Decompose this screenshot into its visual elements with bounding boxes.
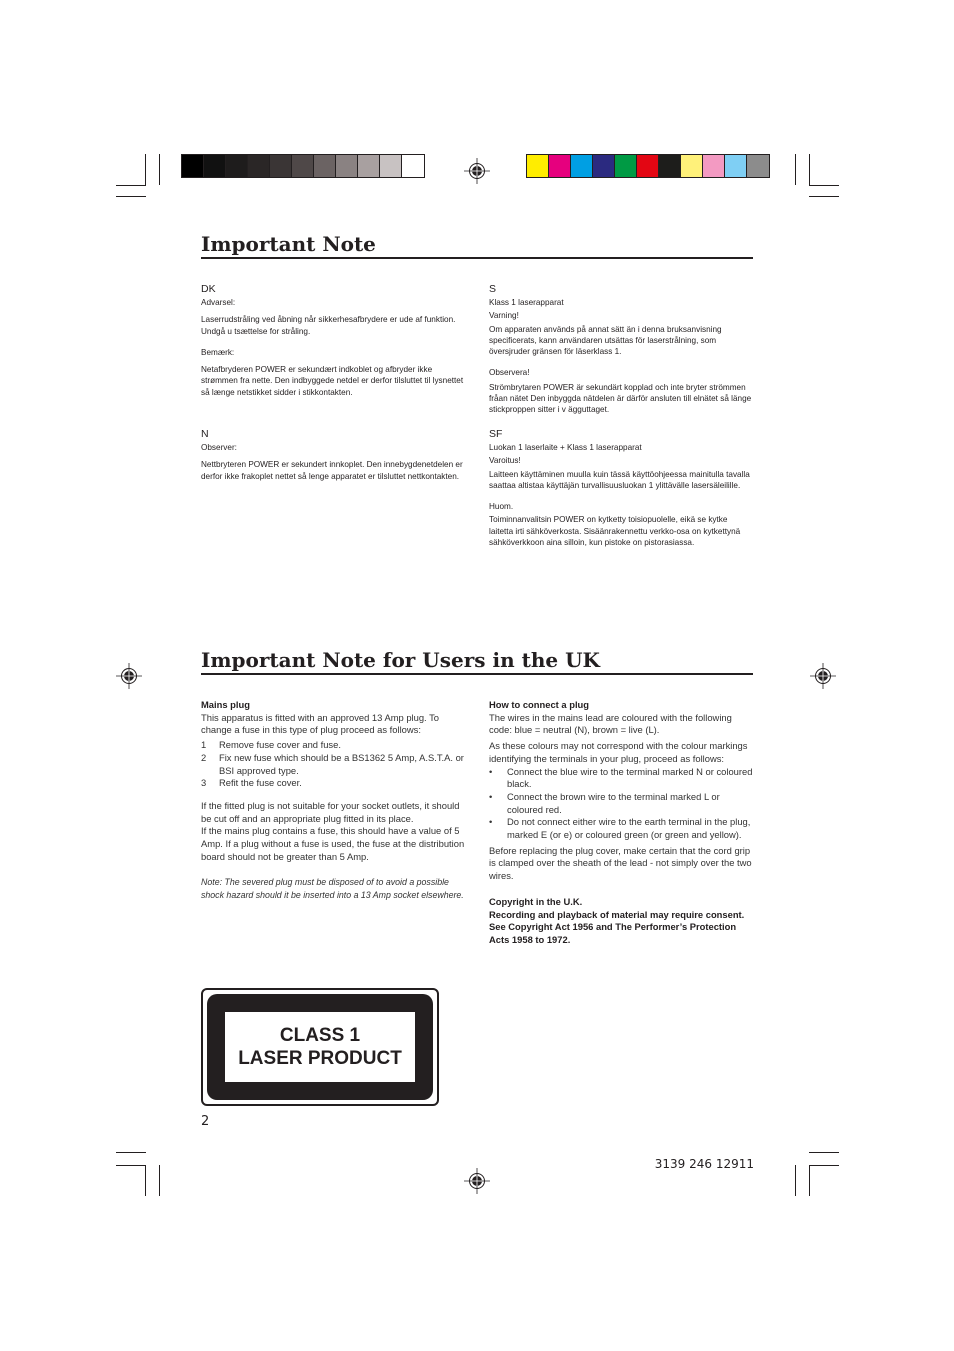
warning-label: Advarsel: [201, 298, 236, 307]
copyright-text: Recording and playback of material may require consent. See Copyright Act 1956 and The Performer’s Protection Acts 1958 to 1972. [489, 908, 745, 945]
bullet-icon: • [489, 790, 493, 802]
grayscale-swatch [292, 155, 314, 177]
list-item [201, 739, 467, 752]
language-code: DK [201, 283, 216, 295]
grayscale-swatch [226, 155, 248, 177]
process-color-swatch [615, 155, 637, 177]
registration-mark-icon [810, 663, 836, 689]
note-text: Toiminnanvalitsin POWER on kytketty toisiopuolelle, eikä se kytke laitetta irti sähköverkosta. Sisäänrakennettu verkko-osa on kytkettynä sähköverkkoon aina silloin, kun pistoke on pistorasiassa. [489, 515, 741, 548]
s-notice [489, 283, 753, 416]
wiring-bullets-list [489, 766, 753, 842]
list-item [201, 752, 467, 777]
bullet-text: Connect the brown wire to the terminal marked L or coloured red. [507, 790, 720, 815]
list-item [201, 777, 467, 790]
note-text: Strömbrytaren POWER är sekundärt kopplad och inte bryter strömmen fråan nätet Den inbyggda nätdelen är därför ansluten till elnätet så länge stickproppen sitter i v ägguttaget. [489, 382, 752, 415]
process-color-swatch [593, 155, 615, 177]
connect-plug-intro: The wires in the mains lead are coloured with the following code: blue = neutral (N), brown = live (L). [489, 711, 732, 736]
process-color-swatch [571, 155, 593, 177]
warning-label: Varoitus! [489, 456, 521, 466]
mains-plug-note: Note: The severed plug must be disposed of to avoid a possible shock hazard should it be inserted into a 13 Amp socket elsewhere. [201, 877, 464, 900]
sf-notice [489, 428, 753, 548]
fuse-steps-list [201, 739, 467, 790]
process-color-swatch [703, 155, 725, 177]
bullet-icon: • [489, 765, 493, 777]
grayscale-swatch [248, 155, 270, 177]
note-label: Observera! [489, 368, 530, 378]
n-notice [201, 428, 466, 482]
grayscale-swatch [358, 155, 380, 177]
class1-laser-label [201, 988, 439, 1106]
grayscale-bar [181, 154, 425, 178]
laser-label-line1: CLASS 1 [279, 1025, 361, 1046]
step-number: 2 [201, 751, 207, 763]
note-label: Observer: [201, 443, 237, 452]
document-number: 3139 246 12911 [654, 1157, 754, 1171]
mains-plug-para1: If the fitted plug is not suitable for your socket outlets, it should be cut off and an appropriate plug fitted in its place. [201, 799, 460, 824]
connect-plug-para1: As these colours may not correspond with the colour markings identifying the terminals in your plug, proceed as follows: [489, 740, 748, 764]
list-item [489, 816, 753, 841]
bullet-text: Do not connect either wire to the earth terminal in the plug, marked E (or e) or coloured green (or green and yellow). [507, 816, 751, 841]
language-code: N [201, 428, 209, 440]
grayscale-swatch [402, 155, 424, 177]
mains-plug-section [201, 699, 467, 901]
process-color-swatch [659, 155, 681, 177]
step-number: 1 [201, 739, 207, 751]
note-text: Netafbryderen POWER er sekundært indkoblet og afbryder ikke strømmen fra nette. Den indbyggede netdel er derfor tilsluttet til lysnettet så længe netstikket sidder i stikkontakten. [201, 365, 464, 397]
connect-plug-heading: How to connect a plug [489, 699, 589, 710]
process-color-swatch [725, 155, 747, 177]
connect-plug-section [489, 699, 753, 947]
process-color-swatch [747, 155, 769, 177]
dk-notice [201, 283, 466, 398]
process-color-swatch [681, 155, 703, 177]
step-text: Remove fuse cover and fuse. [219, 739, 341, 751]
note-label: Bemærk: [201, 347, 235, 357]
bullet-icon: • [489, 816, 493, 828]
note-label: Huom. [489, 502, 514, 512]
grayscale-swatch [336, 155, 358, 177]
process-color-swatch [527, 155, 549, 177]
copyright-heading: Copyright in the U.K. [489, 895, 583, 907]
mains-plug-heading: Mains plug [201, 699, 250, 710]
mains-plug-intro: This apparatus is fitted with an approved 13 Amp plug. To change a fuse in this type of plug proceed as follows: [201, 711, 439, 736]
grayscale-swatch [270, 155, 292, 177]
grayscale-swatch [314, 155, 336, 177]
language-code: SF [489, 428, 503, 440]
list-item [489, 766, 753, 791]
note-text: Nettbryteren POWER er sekundert innkoplet. Den innebygdenetdelen er derfor ikke frakoplet nettet så lenge apparatet er tilsluttet nettkontakten. [201, 460, 463, 481]
laser-label-line2: LASER PRODUCT [238, 1048, 402, 1069]
registration-mark-icon [464, 1168, 490, 1194]
page-number: 2 [201, 1114, 210, 1129]
grayscale-swatch [182, 155, 204, 177]
warning-text: Laitteen käyttäminen muulla kuin tässä käyttöohjeessa mainitulla tavalla saattaa altistaa käyttäjän turvallisuusluokan 1 ylittävälle lasersäleilille. [489, 469, 750, 490]
registration-mark-icon [464, 158, 490, 184]
step-text: Fix new fuse which should be a BS1362 5 Amp, A.S.T.A. or BSI approved type. [219, 751, 464, 776]
laser-class-line: Klass 1 laserapparat [489, 298, 564, 307]
list-item [489, 791, 753, 816]
bullet-text: Connect the blue wire to the terminal marked N or coloured black. [507, 765, 753, 790]
step-number: 3 [201, 777, 207, 789]
process-color-swatch [637, 155, 659, 177]
warning-label: Varning! [489, 311, 519, 321]
process-color-swatch [549, 155, 571, 177]
registration-mark-icon [116, 663, 142, 689]
language-code: S [489, 283, 497, 295]
process-color-bar [526, 154, 770, 178]
section-title-uk-note: Important Note for Users in the UK [201, 648, 753, 675]
warning-text: Laserrudstråling ved åbning når sikkerhesafbrydere er ude af funktion. Undgå u tsættelse for stråling. [201, 315, 456, 336]
laser-class-line: Luokan 1 laserlaite + Klass 1 laserapparat [489, 443, 642, 452]
grayscale-swatch [204, 155, 226, 177]
warning-text: Om apparaten används på annat sätt än i denna bruksanvisning specificerats, kann användaren utsättas för laserstrålning, som översjruder gränsen för läserklass 1. [489, 324, 722, 357]
section-title-important-note: Important Note [201, 232, 753, 259]
mains-plug-para2: If the mains plug contains a fuse, this should have a value of 5 Amp. If a plug without a fuse is used, the fuse at the distribution board should not be greater than 5 Amp. [201, 825, 465, 862]
step-text: Refit the fuse cover. [219, 777, 302, 789]
connect-plug-para2: Before replacing the plug cover, make certain that the cord grip is clamped over the sheath of the lead - not simply over the two wires. [489, 844, 752, 882]
grayscale-swatch [380, 155, 402, 177]
